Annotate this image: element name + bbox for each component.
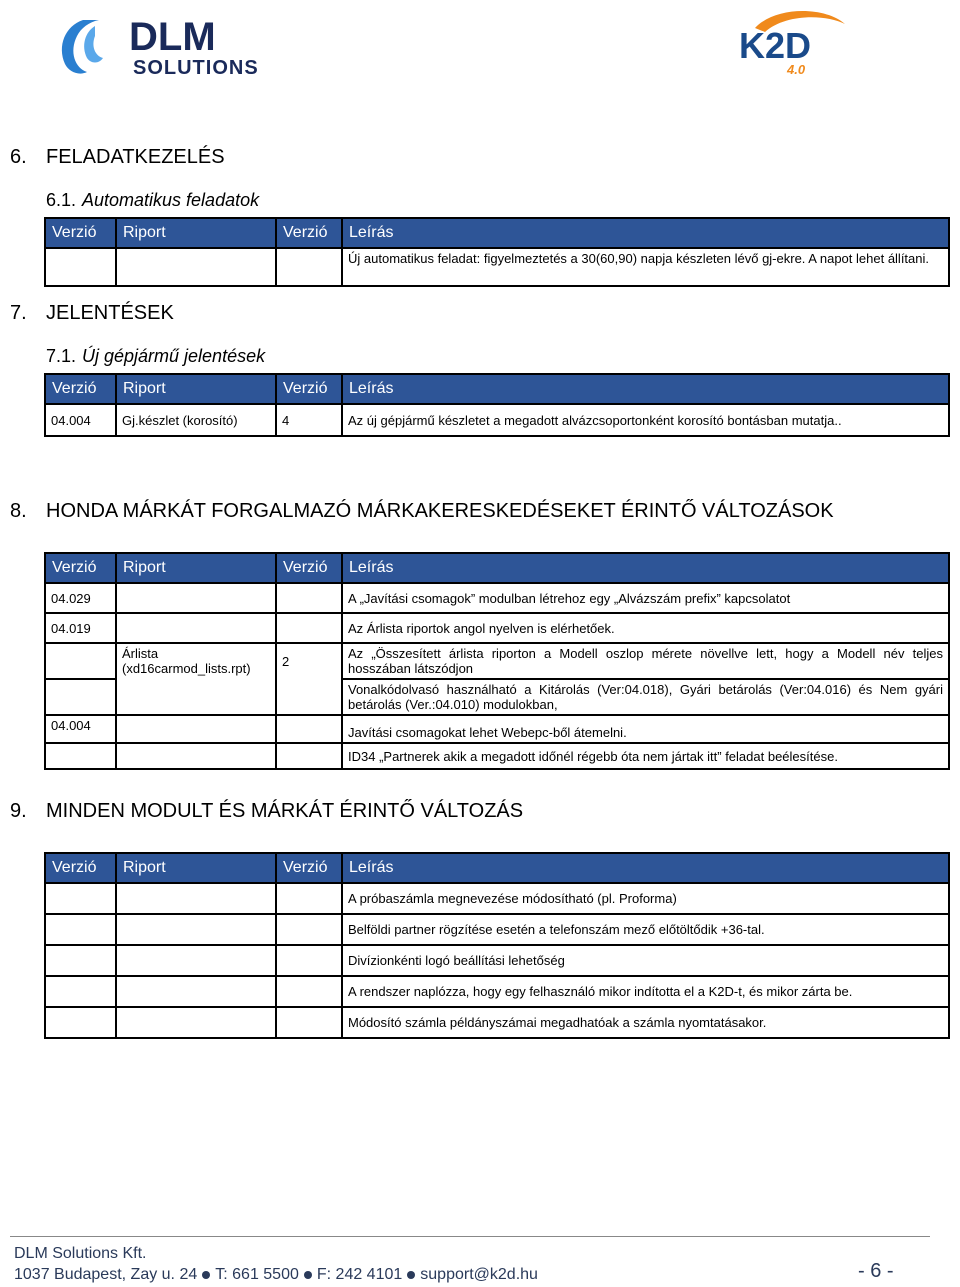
table-row: 04.004 Gj.készlet (korosító) 4 Az új gépjármű készletet a megadott alvázcsoportonként korosító bontásban mutatja..: [45, 404, 949, 436]
table-7-1: [44, 373, 950, 437]
section-6-1-heading: 6.1. Automatikus feladatok: [46, 190, 260, 210]
table-header-row: [45, 218, 949, 248]
table-row: 04.019 Az Árlista riportok angol nyelven is elérhetőek.: [45, 613, 949, 643]
table-row: Divízionkénti logó beállítási lehetőség: [45, 945, 949, 976]
table-row: ID34 „Partnerek akik a megadott időnél régebb óta nem jártak itt” feladat beélesítése.: [45, 743, 949, 769]
table-row: Módosító számla példányszámai megadhatóak a számla nyomtatásakor.: [45, 1007, 949, 1038]
table-9: [44, 852, 950, 1039]
col-report: Riport: [116, 218, 276, 248]
table-row: Új automatikus feladat: figyelmeztetés a 30(60,90) napja készleten lévő gj-ekre. A napot lehet állítani.: [45, 248, 949, 286]
bullet-icon: [304, 1271, 312, 1279]
table-row: 04.029 A „Javítási csomagok” modulban létrehoz egy „Alvázszám prefix” kapcsolatot: [45, 583, 949, 613]
table-header-row: Verzió Riport Verzió Leírás: [45, 553, 949, 583]
table-8: [44, 552, 950, 770]
section-6-heading: 6. FELADATKEZELÉS: [10, 146, 225, 168]
logo-text-k2d: K2D: [739, 25, 812, 66]
table-row: A próbaszámla megnevezése módosítható (pl. Proforma): [45, 883, 949, 914]
dlm-solutions-logo: [55, 12, 295, 80]
table-header-row: Verzió Riport Verzió Leírás: [45, 853, 949, 883]
footer-company: DLM Solutions Kft.: [14, 1245, 147, 1262]
table-row: Árlista (xd16carmod_lists.rpt) 2 Az „Összesített árlista riporton a Modell oszlop mérete növellve lett, hogy a Modell név teljes hosszában látszódjon: [45, 643, 949, 679]
footer-address: 1037 Budapest, Zay u. 24: [14, 1266, 198, 1283]
section-7-1-heading: 7.1. Új gépjármű jelentések: [46, 346, 266, 366]
bullet-icon: [407, 1271, 415, 1279]
report-name: Árlista (xd16carmod_lists.rpt): [116, 643, 276, 715]
bullet-icon: [202, 1271, 210, 1279]
footer-divider: [10, 1236, 930, 1237]
col-version2: Verzió: [276, 218, 342, 248]
logo-text-solutions: SOLUTIONS: [133, 57, 259, 79]
table-header-row: Verzió Riport Verzió Leírás: [45, 374, 949, 404]
logo-text-version: 4.0: [787, 62, 806, 77]
table-row: Vonalkódolvasó használható a Kitárolás (Ver:04.018), Gyári betárolás (Ver:04.016) és Nem gyári betárolás (Ver.:04.010) modulokban,: [45, 679, 949, 715]
section-9-heading: 9. MINDEN MODULT ÉS MÁRKÁT ÉRINTŐ VÁLTOZÁS: [10, 800, 524, 822]
col-version: Verzió: [45, 218, 116, 248]
table-6-1: [44, 217, 950, 287]
col-description: Leírás: [342, 218, 949, 248]
footer-contact: [14, 1266, 538, 1284]
table-row: 04.004 Javítási csomagokat lehet Webepc-ből átemelni.: [45, 715, 949, 743]
logo-text-dlm: DLM: [129, 15, 216, 59]
section-7-heading: 7. JELENTÉSEK: [10, 302, 174, 324]
footer-fax: F: 242 4101: [316, 1266, 403, 1283]
section-8-heading: 8. HONDA MÁRKÁT FORGALMAZÓ MÁRKAKERESKEDÉSEKET ÉRINTŐ VÁLTOZÁSOK: [10, 500, 834, 522]
table-row: A rendszer naplózza, hogy egy felhasználó mikor indította el a K2D-t, és mikor zárta be.: [45, 976, 949, 1007]
table-row: Belföldi partner rögzítése esetén a telefonszám mező előtöltődik +36-tal.: [45, 914, 949, 945]
page-number: - 6 -: [858, 1260, 894, 1282]
k2d-logo: [735, 6, 865, 78]
footer-email[interactable]: support@k2d.hu: [420, 1266, 538, 1283]
footer-phone: T: 661 5500: [215, 1266, 299, 1283]
